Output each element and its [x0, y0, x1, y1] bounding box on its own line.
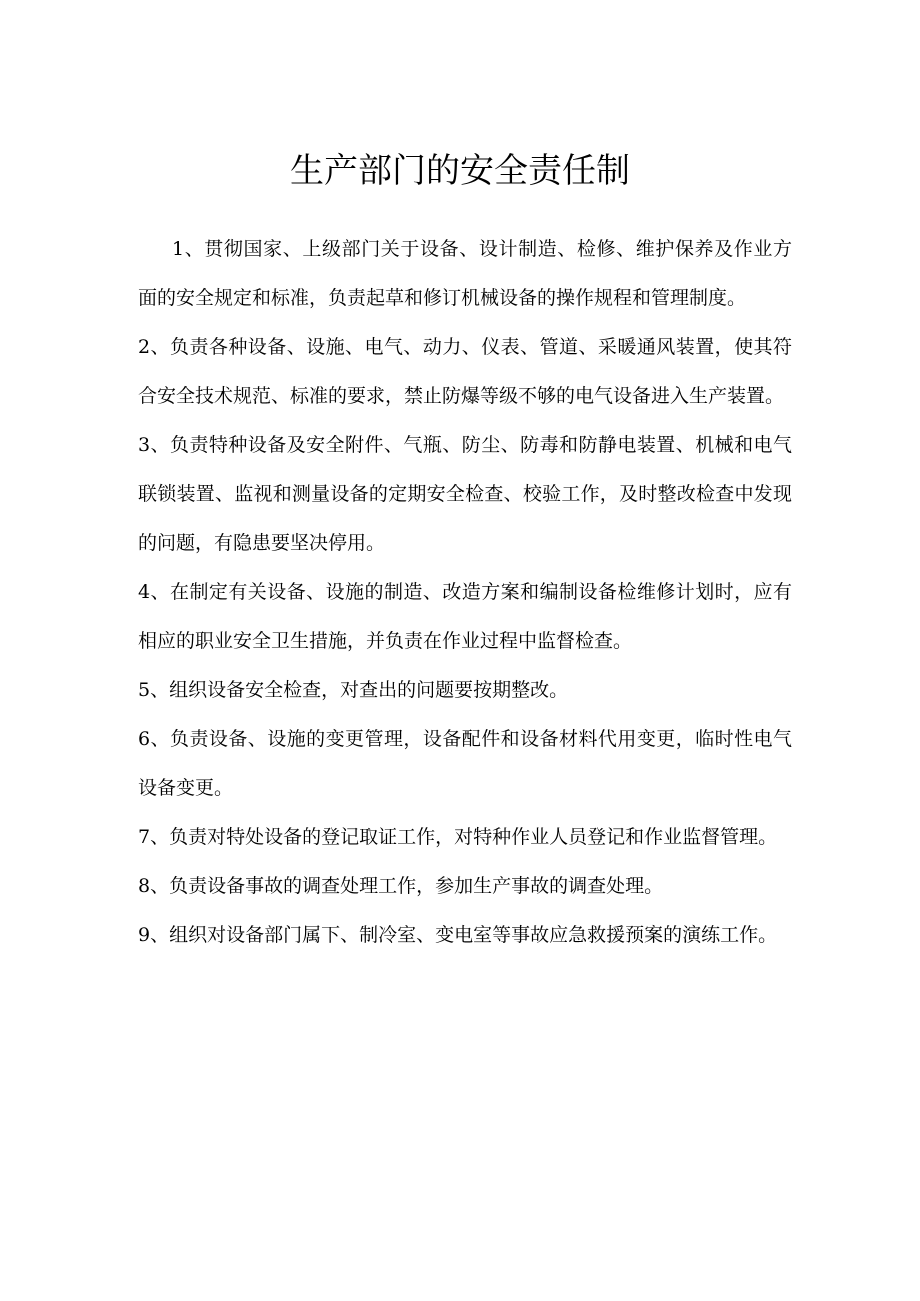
clause-3: 3、负责特种设备及安全附件、气瓶、防尘、防毒和防静电装置、机械和电气联锁装置、监视和测量设备的定期安全检查、校验工作，及时整改检查中发现的问题，有隐患要坚决停用。	[138, 434, 792, 554]
document-title: 生产部门的安全责任制	[290, 151, 630, 191]
document-body	[138, 225, 792, 960]
clause-1: 1、贯彻国家、上级部门关于设备、设计制造、检修、维护保养及作业方面的安全规定和标准，负责起草和修订机械设备的操作规程和管理制度。	[138, 238, 792, 309]
clause-2: 2、负责各种设备、设施、电气、动力、仪表、管道、采暖通风装置，使其符合安全技术规范、标准的要求，禁止防爆等级不够的电气设备进入生产装置。	[138, 336, 792, 407]
clause-8: 8、负责设备事故的调查处理工作，参加生产事故的调查处理。	[138, 875, 664, 897]
clause-9: 9、组织对设备部门属下、制冷室、变电室等事故应急救援预案的演练工作。	[138, 924, 778, 946]
clause-6: 6、负责设备、设施的变更管理，设备配件和设备材料代用变更，临时性电气设备变更。	[138, 728, 792, 799]
clause-7: 7、负责对特处设备的登记取证工作，对特种作业人员登记和作业监督管理。	[138, 826, 778, 848]
clause-4: 4、在制定有关设备、设施的制造、改造方案和编制设备检维修计划时，应有相应的职业安全卫生措施，并负责在作业过程中监督检查。	[138, 581, 792, 652]
clause-5: 5、组织设备安全检查，对查出的问题要按期整改。	[138, 679, 569, 701]
